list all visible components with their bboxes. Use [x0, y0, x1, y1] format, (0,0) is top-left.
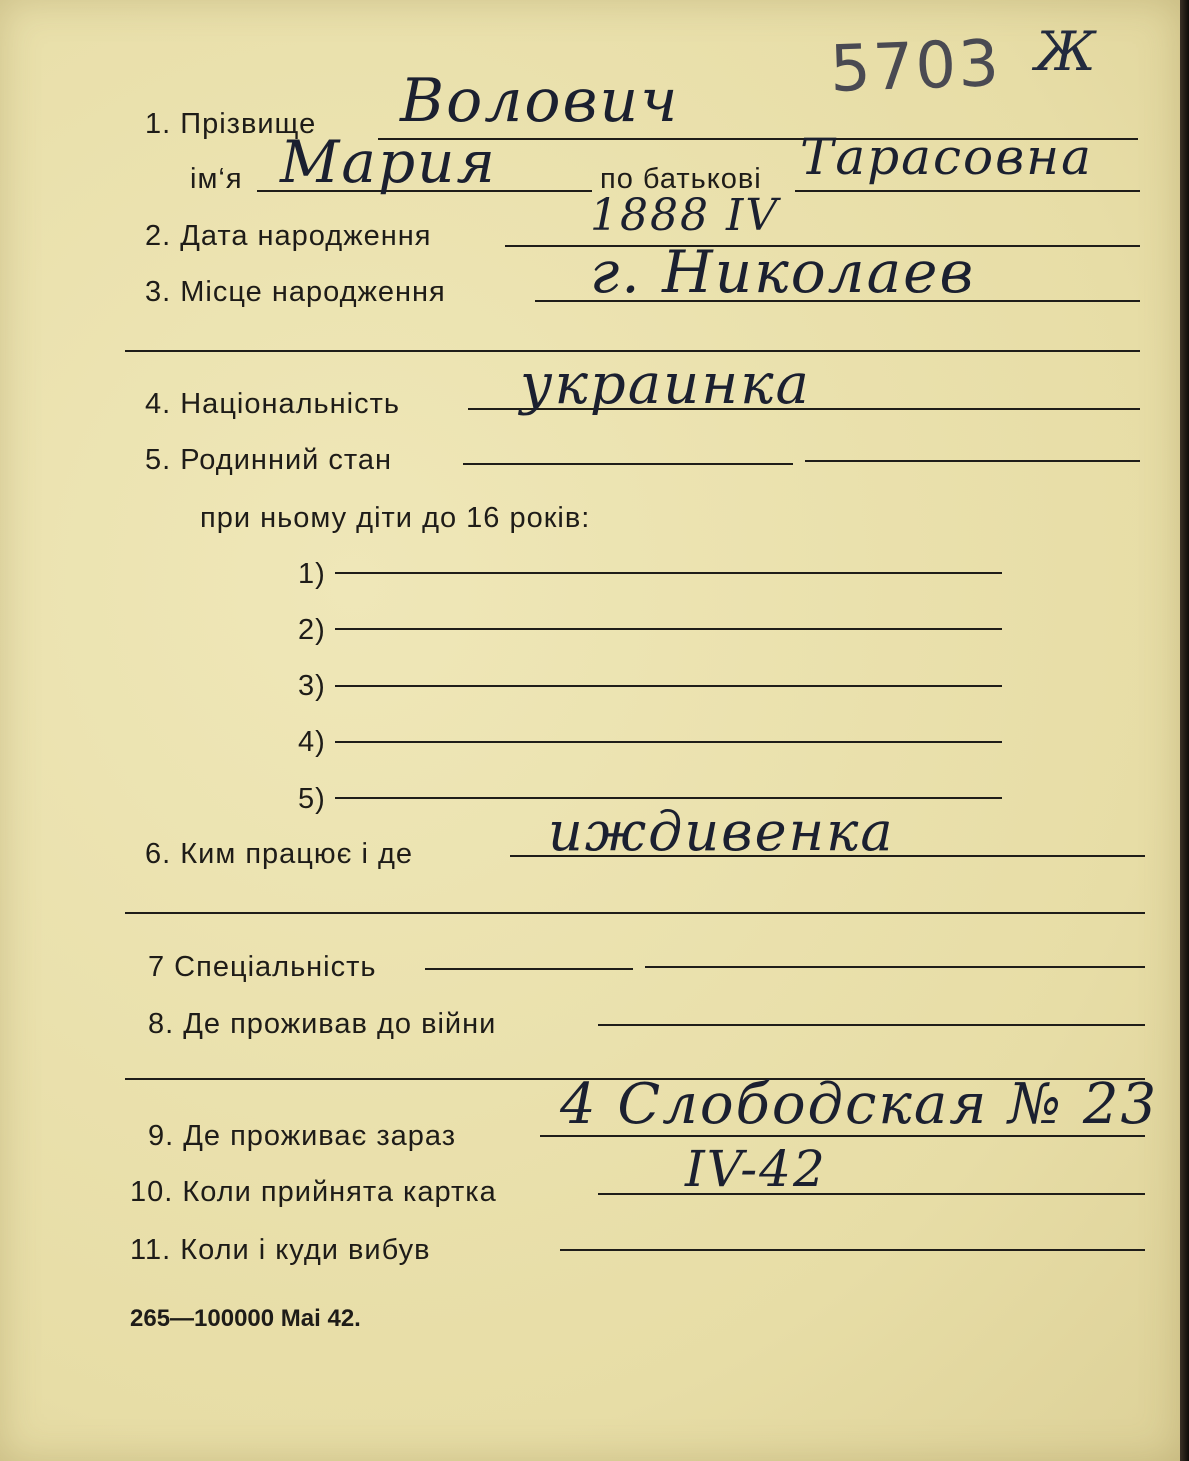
- surname-label: 1. Прізвище: [145, 108, 317, 140]
- nationality-value: украинка: [520, 352, 811, 417]
- patronymic-value: Тарасовна: [800, 128, 1093, 186]
- specialty-label: 7 Спеціальність: [148, 951, 377, 983]
- occupation-value: иждивенка: [548, 800, 895, 863]
- first-name-label: ім‘я: [190, 163, 243, 195]
- child-1-line: [335, 572, 1002, 574]
- patronymic-label: по батькові: [600, 163, 762, 195]
- child-1-label: 1): [298, 558, 326, 590]
- corner-mark: Ж: [1035, 20, 1098, 83]
- prewar-residence-line: [598, 1024, 1145, 1026]
- birth-place-value: г. Николаев: [590, 238, 976, 306]
- specialty-line-b: [645, 966, 1145, 968]
- child-2-label: 2): [298, 614, 326, 646]
- child-4-line: [335, 741, 1002, 743]
- birth-date-value: 1888 IV: [590, 190, 780, 241]
- marital-status-line-b: [805, 460, 1140, 462]
- first-name-value: Мария: [280, 128, 497, 196]
- prewar-residence-label: 8. Де проживав до війни: [148, 1008, 497, 1040]
- child-3-line: [335, 685, 1002, 687]
- patronymic-line: [795, 190, 1140, 192]
- birth-date-label: 2. Дата народження: [145, 220, 432, 252]
- nationality-label: 4. Національність: [145, 388, 401, 420]
- specialty-line: [425, 968, 633, 970]
- current-residence-value: 4 Слободская № 23: [560, 1072, 1159, 1137]
- scan-edge: [1180, 0, 1189, 1461]
- child-5-label: 5): [298, 783, 326, 815]
- departure-line: [560, 1249, 1145, 1251]
- surname-value: Волович: [400, 66, 680, 136]
- marital-status-label: 5. Родинний стан: [145, 444, 393, 476]
- occupation-label: 6. Ким працює і де: [145, 838, 414, 870]
- print-code: 265—100000 Mai 42.: [130, 1305, 361, 1332]
- card-date-line: [598, 1193, 1145, 1195]
- child-3-label: 3): [298, 670, 326, 702]
- birth-place-label: 3. Місце народження: [145, 276, 446, 308]
- card-date-label: 10. Коли прийнята картка: [130, 1176, 497, 1208]
- marital-status-line: [463, 463, 793, 465]
- current-residence-label: 9. Де проживає зараз: [148, 1120, 457, 1152]
- children-label: при ньому діти до 16 років:: [200, 502, 591, 534]
- child-4-label: 4): [298, 726, 326, 758]
- child-5-line: [335, 797, 1002, 799]
- archive-number: 5703: [828, 27, 1003, 107]
- departure-label: 11. Коли і куди вибув: [130, 1234, 431, 1266]
- occupation-line-2: [125, 912, 1145, 914]
- child-2-line: [335, 628, 1002, 630]
- card-date-value: IV-42: [685, 1140, 827, 1198]
